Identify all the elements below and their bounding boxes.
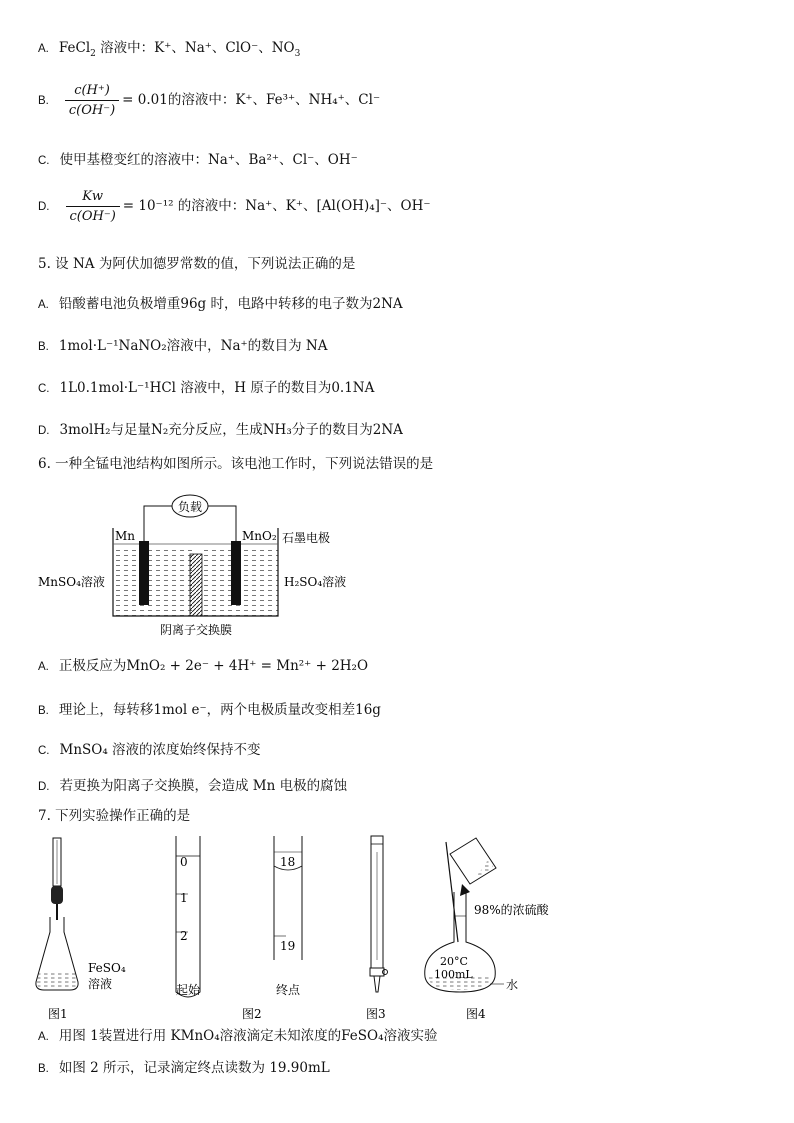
option-text: 铅酸蓄电池负极增重96g 时，电路中转移的电子数为2NA [58, 296, 403, 312]
option-label: D. [38, 425, 50, 437]
option-text: 3molH₂与足量N₂充分反应，生成NH₃分子的数目为2NA [59, 422, 403, 438]
volume-label: 100mL [434, 968, 473, 981]
fig3-caption: 图3 [366, 1007, 386, 1021]
q6-option-a [38, 660, 368, 674]
option-label: C. [38, 383, 50, 395]
q5-option-c [38, 382, 374, 396]
option-text: 使甲基橙变红的溶液中：Na⁺、Ba²⁺、Cl⁻、OH⁻ [59, 152, 358, 168]
tick-19: 19 [280, 939, 296, 953]
fig1-solution: FeSO₄ [88, 961, 126, 975]
option-text: 溶液中：K⁺、Na⁺、ClO⁻、NO [100, 40, 295, 56]
option-label: B. [38, 341, 49, 353]
water-label: 水 [506, 978, 519, 992]
q6-option-c [38, 744, 261, 758]
tick-2: 2 [180, 929, 188, 943]
option-label: B. [38, 95, 49, 107]
q6-option-d [38, 780, 347, 794]
electrolyte-left [113, 548, 192, 616]
q5-option-b [38, 340, 328, 354]
option-text: 用图 1装置进行用 KMnO₄溶液滴定未知浓度的FeSO₄溶液实验 [58, 1028, 438, 1044]
q7-option-a [38, 1030, 437, 1044]
mn-electrode [139, 541, 149, 605]
option-text: 1mol·L⁻¹NaNO₂溶液中，Na⁺的数目为 NA [58, 338, 328, 354]
q7-option-b [38, 1062, 330, 1076]
option-label: A. [38, 1031, 49, 1043]
option-text: 理论上，每转移1mol e⁻，两个电极质量改变相差16g [58, 702, 381, 718]
fraction-numerator: Kw [66, 190, 120, 207]
temperature-label: 20°C [440, 955, 468, 968]
option-label: A. [38, 299, 49, 311]
option-label: B. [38, 1063, 49, 1075]
tick-18: 18 [280, 855, 296, 869]
tick-1: 1 [180, 891, 188, 905]
option-text: = 10⁻¹² 的溶液中：Na⁺、K⁺、[Al(OH)₄]⁻、OH⁻ [122, 198, 431, 214]
graphite-label: 石墨电极 [282, 531, 331, 545]
option-text: 1L0.1mol·L⁻¹HCl 溶液中，H 原子的数目为0.1NA [59, 380, 375, 396]
q4-option-b [38, 84, 380, 117]
q4-option-a [38, 42, 300, 59]
q5-stem: 5. 设 NA 为阿伏加德罗常数的值，下列说法正确的是 [38, 256, 356, 272]
fig2-caption: 图2 [242, 1007, 262, 1021]
fig2-start-label: 起始 [176, 983, 201, 997]
option-label: C. [38, 155, 50, 167]
option-text: 如图 2 所示，记录滴定终点读数为 19.90mL [58, 1060, 330, 1076]
fig1-solution-2: 溶液 [88, 977, 113, 991]
fraction [65, 84, 119, 117]
fraction [66, 190, 120, 223]
q4-option-c [38, 154, 358, 168]
formula-subscript: 2 [90, 49, 96, 59]
mn-label: Mn [115, 529, 136, 543]
option-label: B. [38, 705, 49, 717]
left-solution-label: MnSO₄溶液 [38, 575, 105, 589]
option-text: 若更换为阳离子交换膜，会造成 Mn 电极的腐蚀 [59, 778, 348, 794]
fraction-denominator: c(OH⁻) [68, 103, 116, 118]
anion-exchange-membrane [190, 554, 202, 616]
figure-4 [425, 838, 550, 1021]
option-label: D. [38, 781, 50, 793]
option-label: D. [38, 201, 50, 213]
right-solution-label: H₂SO₄溶液 [284, 575, 347, 589]
fraction-denominator: c(OH⁻) [69, 209, 116, 224]
figure-1 [36, 838, 126, 1021]
mno2-label: MnO₂ [242, 529, 277, 543]
tick-0: 0 [180, 855, 188, 869]
graphite-electrode [231, 541, 241, 605]
option-label: C. [38, 745, 50, 757]
load-label: 负载 [177, 500, 203, 514]
option-text: 正极反应为MnO₂ + 2e⁻ + 4H⁺ = Mn²⁺ + 2H₂O [58, 658, 369, 674]
fraction-numerator: c(H⁺) [65, 84, 119, 101]
option-label: A. [38, 661, 49, 673]
battery-diagram [36, 488, 376, 640]
figure-3 [366, 836, 388, 1021]
beaker [450, 838, 496, 884]
fig1-caption: 图1 [48, 1007, 68, 1021]
q5-option-d [38, 424, 403, 438]
option-label: A. [38, 43, 49, 55]
experiment-figures [30, 832, 590, 1024]
q6-option-b [38, 704, 381, 718]
option-text: = 0.01的溶液中：K⁺、Fe³⁺、NH₄⁺、Cl⁻ [122, 92, 381, 108]
membrane-label: 阴离子交换膜 [159, 623, 233, 637]
q7-stem: 7. 下列实验操作正确的是 [38, 808, 191, 824]
acid-label: 98%的浓硫酸 [474, 903, 549, 917]
figure-2 [176, 836, 302, 1021]
fig4-caption: 图4 [466, 1007, 486, 1021]
q6-stem: 6. 一种全锰电池结构如图所示。该电池工作时，下列说法错误的是 [38, 456, 434, 472]
option-text: MnSO₄ 溶液的浓度始终保持不变 [59, 742, 261, 758]
stopcock [370, 968, 384, 976]
fig2-end-label: 终点 [276, 983, 301, 997]
formula-fecl: FeCl [58, 40, 91, 56]
q5-option-a [38, 298, 403, 312]
q4-option-d [38, 190, 430, 223]
formula-subscript: 3 [294, 49, 301, 59]
stopcock [51, 886, 63, 904]
